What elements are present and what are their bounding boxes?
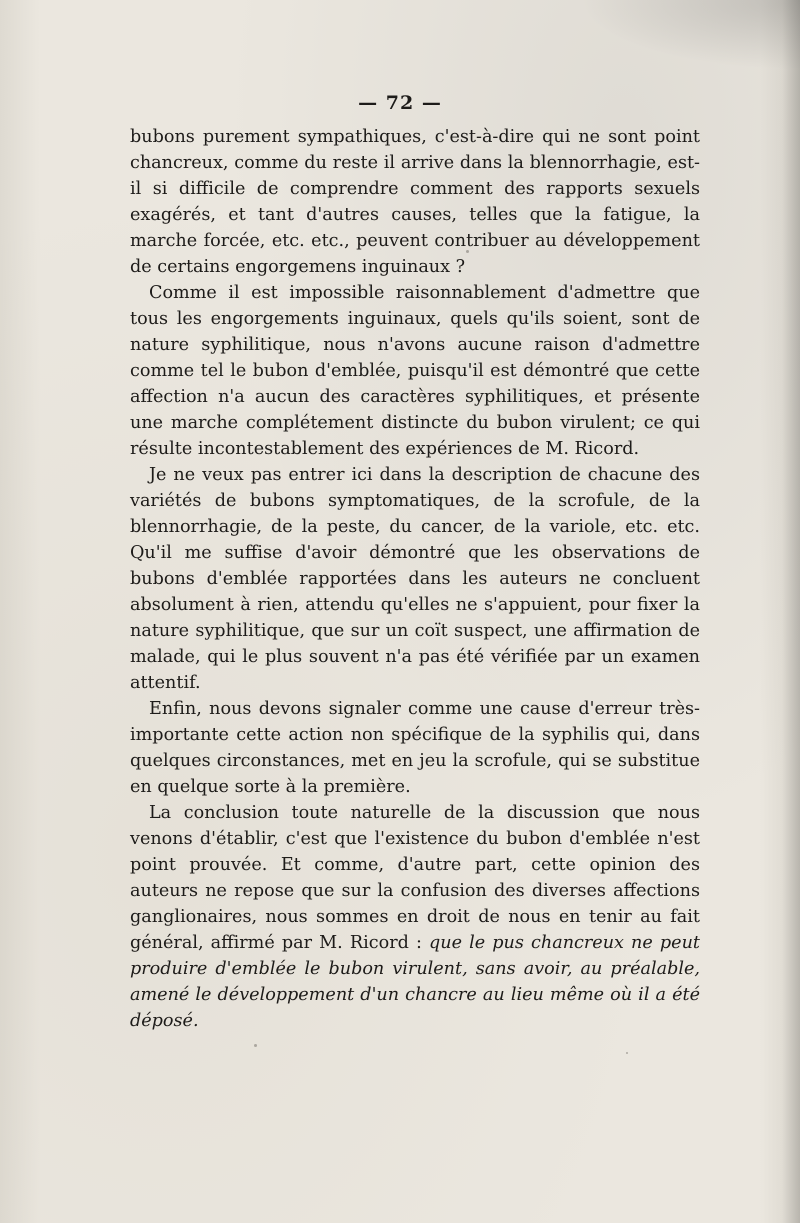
ricord-quote: que le pus chancreux ne peut produire d'emblée le bubon virulent, sans avoir, au préalable, amené le développement d'un chancre au lieu même où il a été déposé. (130, 933, 700, 1031)
paragraph-2: Comme il est impossible raisonnablement d'admettre que tous les engorgements inguinaux, quels qu'ils soient, sont de nature syphilitique, nous n'avons aucune raison d'admettre comme tel le bubon d'emblée, puisqu'il est démontré que cette affection n'a aucun des caractères syphilitiques, et présente une marche complétement distincte du bubon virulent; ce qui résulte incontestablement des expériences de M. Ricord. (130, 283, 700, 459)
paragraph-4: Enfin, nous devons signaler comme une cause d'erreur très-importante cette action non spécifique de la syphilis qui, dans quelques circonstances, met en jeu la scrofule, qui se substitue en quelque sorte à la première. (130, 699, 700, 797)
ink-speck (254, 1044, 257, 1047)
paragraph-1: bubons purement sympathiques, c'est-à-dire qui ne sont point chancreux, comme du reste il arrive dans la blennorrhagie, est-il si difficile de comprendre comment des rapports sexuels exagérés, et tant d'autres causes, telles que la fatigue, la marche forcée, etc. etc., peuvent contribuer au développement de certains engorgemens inguinaux ? (130, 127, 700, 277)
paragraph-5-text: La conclusion toute naturelle de la discussion que nous venons d'établir, c'est que l'existence du bubon d'emblée n'est point prouvée. Et comme, d'autre part, cette opinion des auteurs ne repose que sur la confusion des diverses affections ganglionaires, nous sommes en droit de nous en tenir au fait général, affirmé par M. Ricord : (130, 803, 700, 953)
body-text (130, 124, 700, 1034)
page-number: — 72 — (358, 92, 442, 114)
scan-shadow (580, 0, 800, 70)
page-edge (782, 0, 800, 1223)
paragraph-5 (130, 800, 700, 1034)
ink-speck (626, 1052, 628, 1054)
paragraph-3: Je ne veux pas entrer ici dans la description de chacune des variétés de bubons symptomatiques, de la scrofule, de la blennorrhagie, de la peste, du cancer, de la variole, etc. etc. Qu'il me suffise d'avoir démontré que les observations de bubons d'emblée rapportées dans les auteurs ne concluent absolument à rien, attendu qu'elles ne s'appuient, pour fixer la nature syphilitique, que sur un coït suspect, une affirmation de malade, qui le plus souvent n'a pas été vérifiée par un examen attentif. (130, 465, 700, 693)
